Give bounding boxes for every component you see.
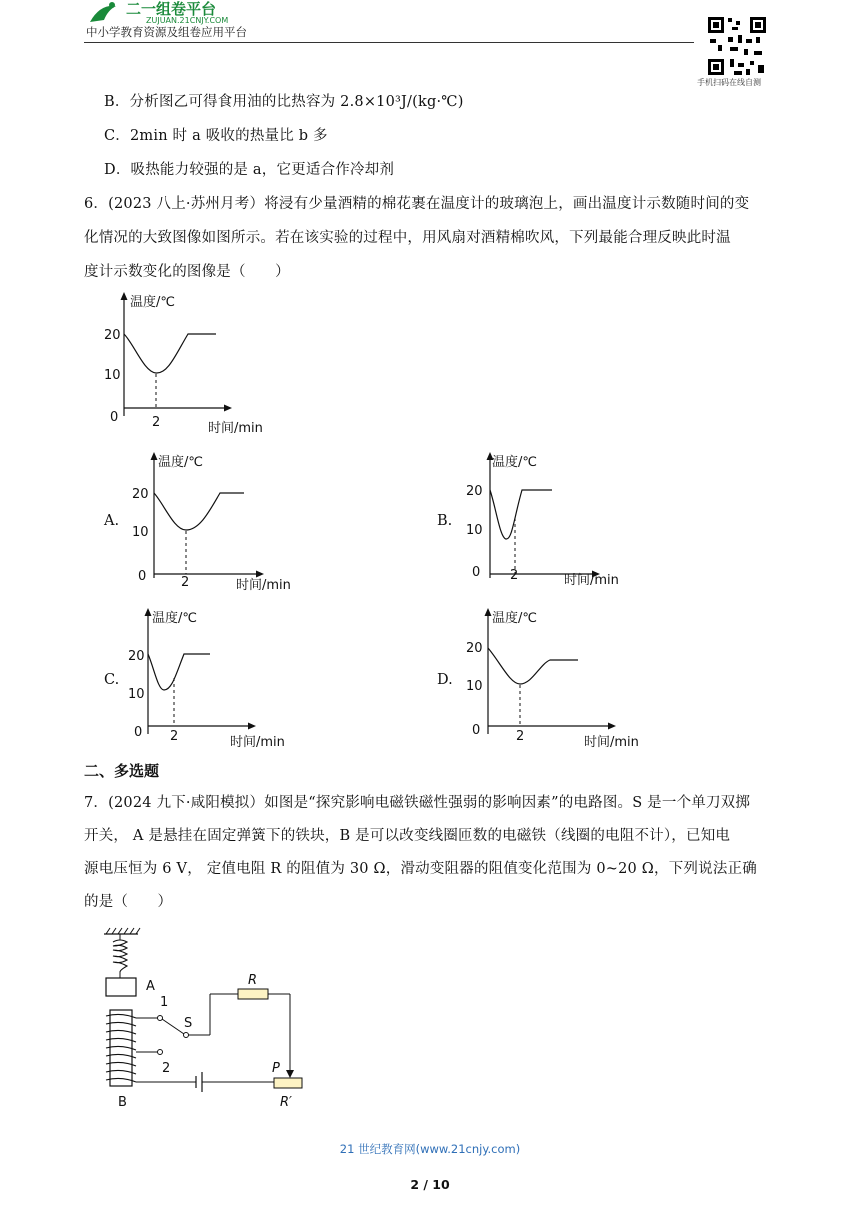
graph-label-10: 10 bbox=[132, 525, 149, 540]
graph-label-38: P bbox=[272, 1061, 280, 1076]
footer-site-link[interactable]: 21 世纪教育网(www.21cnjy.com) bbox=[339, 1142, 521, 1156]
graph-label-21: 20 bbox=[128, 649, 145, 664]
graph-label-15: 20 bbox=[466, 484, 483, 499]
q6-stem-line1: 6．(2023 八上·苏州月考）将浸有少量酒精的棉花裹在温度计的玻璃泡上，画出温度计示数随时间的变 bbox=[84, 196, 750, 212]
q6-option-a-label: A. bbox=[104, 513, 120, 529]
graph-label-12: 2 bbox=[181, 575, 190, 590]
x-tick-2: 2 bbox=[152, 415, 161, 430]
q6-option-b-label: B. bbox=[437, 513, 453, 529]
origin-label: 0 bbox=[110, 410, 119, 425]
q5-option-b: B．分析图乙可得食用油的比热容为 2.8×10³J/(kg·℃) bbox=[104, 94, 464, 110]
graph-label-24: 2 bbox=[170, 729, 179, 744]
graph-label-19: 时间/min bbox=[564, 573, 619, 588]
qr-caption: 手机扫码在线自测 bbox=[697, 78, 761, 87]
q5-option-d: D．吸热能力较强的是 a，它更适合作冷却剂 bbox=[104, 162, 395, 178]
x-axis-label: 时间/min bbox=[208, 421, 263, 436]
graph-label-23: 0 bbox=[134, 725, 143, 740]
logo-text: 二一组卷平台 bbox=[126, 0, 217, 18]
graph-label-35: 2 bbox=[162, 1061, 171, 1076]
graph-label-20: 温度/℃ bbox=[152, 611, 197, 626]
header-divider bbox=[84, 42, 694, 43]
graph-label-11: 0 bbox=[138, 569, 147, 584]
graph-label-17: 0 bbox=[472, 565, 481, 580]
graph-label-8: 温度/℃ bbox=[158, 455, 203, 470]
graph-label-9: 20 bbox=[132, 487, 149, 502]
graph-label-29: 0 bbox=[472, 723, 481, 738]
graph-label-30: 2 bbox=[516, 729, 525, 744]
section-title-multiple-choice: 二、多选题 bbox=[84, 762, 160, 780]
y-tick-10: 10 bbox=[104, 368, 121, 383]
q6-option-d-label: D. bbox=[437, 672, 453, 688]
y-axis-label: 温度/℃ bbox=[130, 295, 175, 310]
graph-label-18: 2 bbox=[510, 568, 519, 583]
graph-label-26: 温度/℃ bbox=[492, 611, 537, 626]
q6-option-b-graph bbox=[460, 448, 640, 596]
q6-stem-line2: 化情况的大致图像如图所示。若在该实验的过程中，用风扇对酒精棉吹风，下列最能合理反映此时温 bbox=[84, 230, 731, 246]
graph-label-34: 1 bbox=[160, 995, 169, 1010]
graph-label-37: R bbox=[248, 973, 258, 988]
page-number: 2 / 10 bbox=[410, 1177, 450, 1192]
q5-option-c: C．2min 时 a 吸收的热量比 b 多 bbox=[104, 128, 328, 144]
q6-option-c-label: C. bbox=[104, 672, 120, 688]
graph-label-31: 时间/min bbox=[584, 735, 639, 750]
header-subtitle: 中小学教育资源及组卷应用平台 bbox=[86, 25, 247, 39]
y-tick-20: 20 bbox=[104, 328, 121, 343]
graph-label-14: 温度/℃ bbox=[492, 455, 537, 470]
q6-option-c-graph bbox=[120, 604, 310, 752]
graph-label-39: R′ bbox=[280, 1095, 292, 1110]
graph-label-25: 时间/min bbox=[230, 735, 285, 750]
graph-label-28: 10 bbox=[466, 679, 483, 694]
graph-label-33: B bbox=[118, 1095, 127, 1110]
graph-label-13: 时间/min bbox=[236, 578, 291, 593]
q7-stem-line4: 的是（ ） bbox=[84, 894, 173, 910]
qr-code bbox=[706, 15, 768, 77]
q6-stem-line3: 度计示数变化的图像是（ ） bbox=[84, 264, 290, 280]
site-logo bbox=[86, 0, 286, 26]
q6-main-graph bbox=[96, 288, 286, 438]
graph-label-32: A bbox=[146, 979, 155, 994]
graph-label-16: 10 bbox=[466, 523, 483, 538]
q7-stem-line3: 源电压恒为 6 V， 定值电阻 R 的阻值为 30 Ω，滑动变阻器的阻值变化范围为 0~20 Ω，下列说法正确 bbox=[84, 861, 757, 877]
graph-label-27: 20 bbox=[466, 641, 483, 656]
q7-stem-line2: 开关， A 是悬挂在固定弹簧下的铁块，B 是可以改变线圈匝数的电磁铁（线圈的电阻不计），已知电 bbox=[84, 828, 731, 844]
q6-option-d-graph bbox=[460, 604, 660, 752]
q6-option-a-graph bbox=[124, 448, 314, 596]
graph-label-22: 10 bbox=[128, 687, 145, 702]
graph-label-36: S bbox=[184, 1016, 193, 1031]
q7-stem-line1: 7．(2024 九下·咸阳模拟）如图是“探究影响电磁铁磁性强弱的影响因素”的电路图。S 是一个单刀双掷 bbox=[84, 795, 751, 811]
q7-circuit-diagram bbox=[96, 924, 316, 1114]
logo-url: ZUJUAN.21CNJY.COM bbox=[146, 16, 229, 25]
